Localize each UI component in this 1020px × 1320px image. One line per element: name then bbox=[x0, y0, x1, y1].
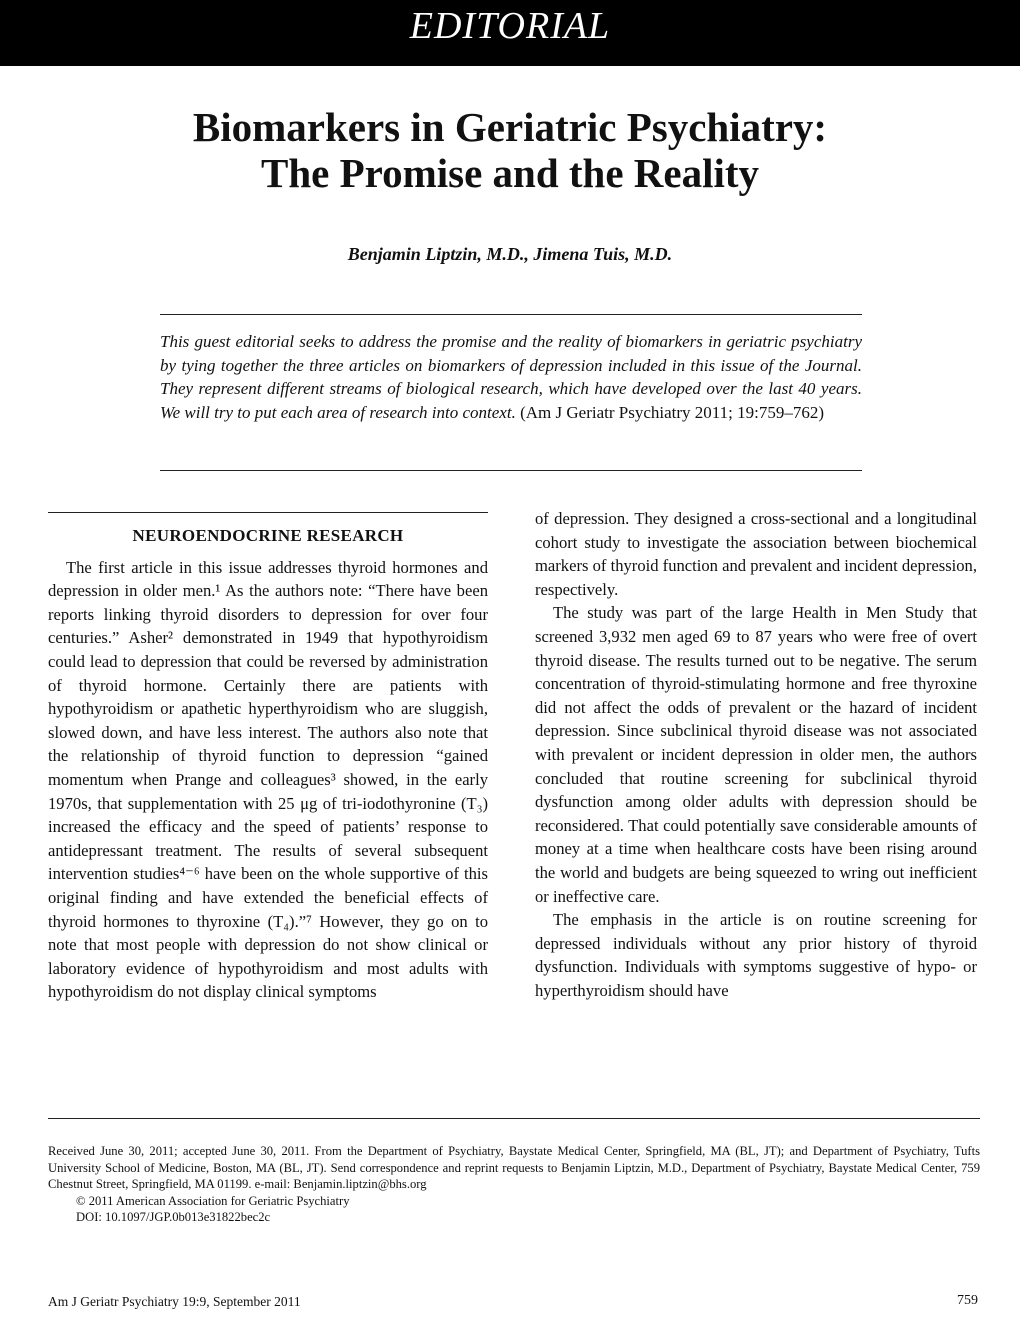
abstract-citation: (Am J Geriatr Psychiatry 2011; 19:759–762) bbox=[520, 402, 825, 422]
author-line: Benjamin Liptzin, M.D., Jimena Tuis, M.D. bbox=[347, 244, 673, 264]
doi-note: DOI: 10.1097/JGP.0b013e31822bec2c bbox=[76, 1210, 271, 1225]
banner-label: EDITORIAL bbox=[409, 5, 611, 47]
title-line-1: Biomarkers in Geriatric Psychiatry: bbox=[192, 104, 828, 150]
body-paragraph: The study was part of the large Health in Men Study that screened 3,932 men aged 69 to 87 years who were free of overt thyroid disease. The results turned out to be negative. The serum concentration of thyroid-stimulating hormone and free thyroxine did not affect the odds of prevalent or the hazard of incident depression. Since subclinical thyroid disease was not associated with prevalent or incident depression in older men, the authors concluded that routine screening for subclinical thyroid dysfunction among older adults with depression should be reconsidered. That could potentially save considerable amounts of money at a time when healthcare costs have been rising around the world and budgets are being squeezed to wring out inefficient or ineffective care. bbox=[535, 603, 977, 906]
column-top-rule bbox=[48, 512, 488, 513]
article-title bbox=[60, 104, 960, 196]
body-paragraph: The emphasis in the article is on routine screening for depressed individuals without any prior history of thyroid dysfunction. Individuals with symptoms suggestive of hypo- or hyperthyroidism should have bbox=[535, 910, 977, 1000]
copyright-note: © 2011 American Association for Geriatric Psychiatry bbox=[76, 1193, 350, 1208]
section-heading: NEUROENDOCRINE RESEARCH bbox=[132, 526, 404, 545]
page-number: 759 bbox=[957, 1293, 978, 1308]
received-note: Received June 30, 2011; accepted June 30, 2011. From the Department of Psychiatry, Baystate Medical Center, Springfield, MA (BL, JT); and Department of Psychiatry, Tufts University School of Medicine, Boston, MA (BL, JT). Send correspondence and reprint requests to Benjamin Liptzin, M.D., Department of Psychiatry, Baystate Medical Center, 759 Chestnut Street, Springfield, MA 01199. e-mail: Benjamin.liptzin@bhs.org bbox=[48, 1144, 980, 1192]
abstract-bottom-rule bbox=[160, 470, 862, 471]
editorial-banner bbox=[0, 0, 1020, 66]
footnote-rule bbox=[48, 1118, 980, 1119]
abstract-text: This guest editorial seeks to address the promise and the reality of biomarkers in geriatric psychiatry by tying together the three articles on biomarkers of depression included in this issue of the Journal. They represent different streams of biological research, which have developed over the last 40 years. We will try to put each area of research into context. bbox=[160, 332, 862, 422]
body-paragraph: of depression. They designed a cross-sectional and a longitudinal cohort study to investigate the association between biochemical markers of thyroid function and prevalent and incident depression, respectively. bbox=[535, 509, 977, 599]
right-column bbox=[535, 507, 977, 1002]
body-paragraph: The first article in this issue addresses thyroid hormones and depression in older men.¹ As the authors note: “There have been reports linking thyroid disorders to depression for over four centuries.” Asher² demonstrated in 1949 that hypothyroidism could lead to depression that could be reversed by administration of thyroid hormone. Certainly there are patients with hypothyroidism or apathetic hyperthyroidism who are sluggish, slowed down, and have less interest. The authors also note that the relationship of thyroid function to depression “gained momentum when Prange and colleagues³ showed, in the early 1970s, that supplementation with 25 μg of tri-iodothyronine (T₃) increased the efficacy and the speed of patients’ response to antidepressant treatment. The results of several subsequent intervention studies⁴⁻⁶ have been on the whole supportive of this original finding and have extended the beneficial effects of thyroid hormones to thyroxine (T₄).”⁷ However, they go on to note that most people with depression do not show clinical or laboratory evidence of hypothyroidism and most adults with hypothyroidism do not display clinical symptoms bbox=[48, 557, 488, 1002]
journal-footer: Am J Geriatr Psychiatry 19:9, September 2011 bbox=[48, 1294, 301, 1309]
left-column bbox=[48, 524, 488, 1004]
abstract bbox=[160, 330, 862, 424]
footnote bbox=[48, 1143, 980, 1226]
abstract-top-rule bbox=[160, 314, 862, 315]
title-line-2: The Promise and the Reality bbox=[260, 150, 760, 196]
